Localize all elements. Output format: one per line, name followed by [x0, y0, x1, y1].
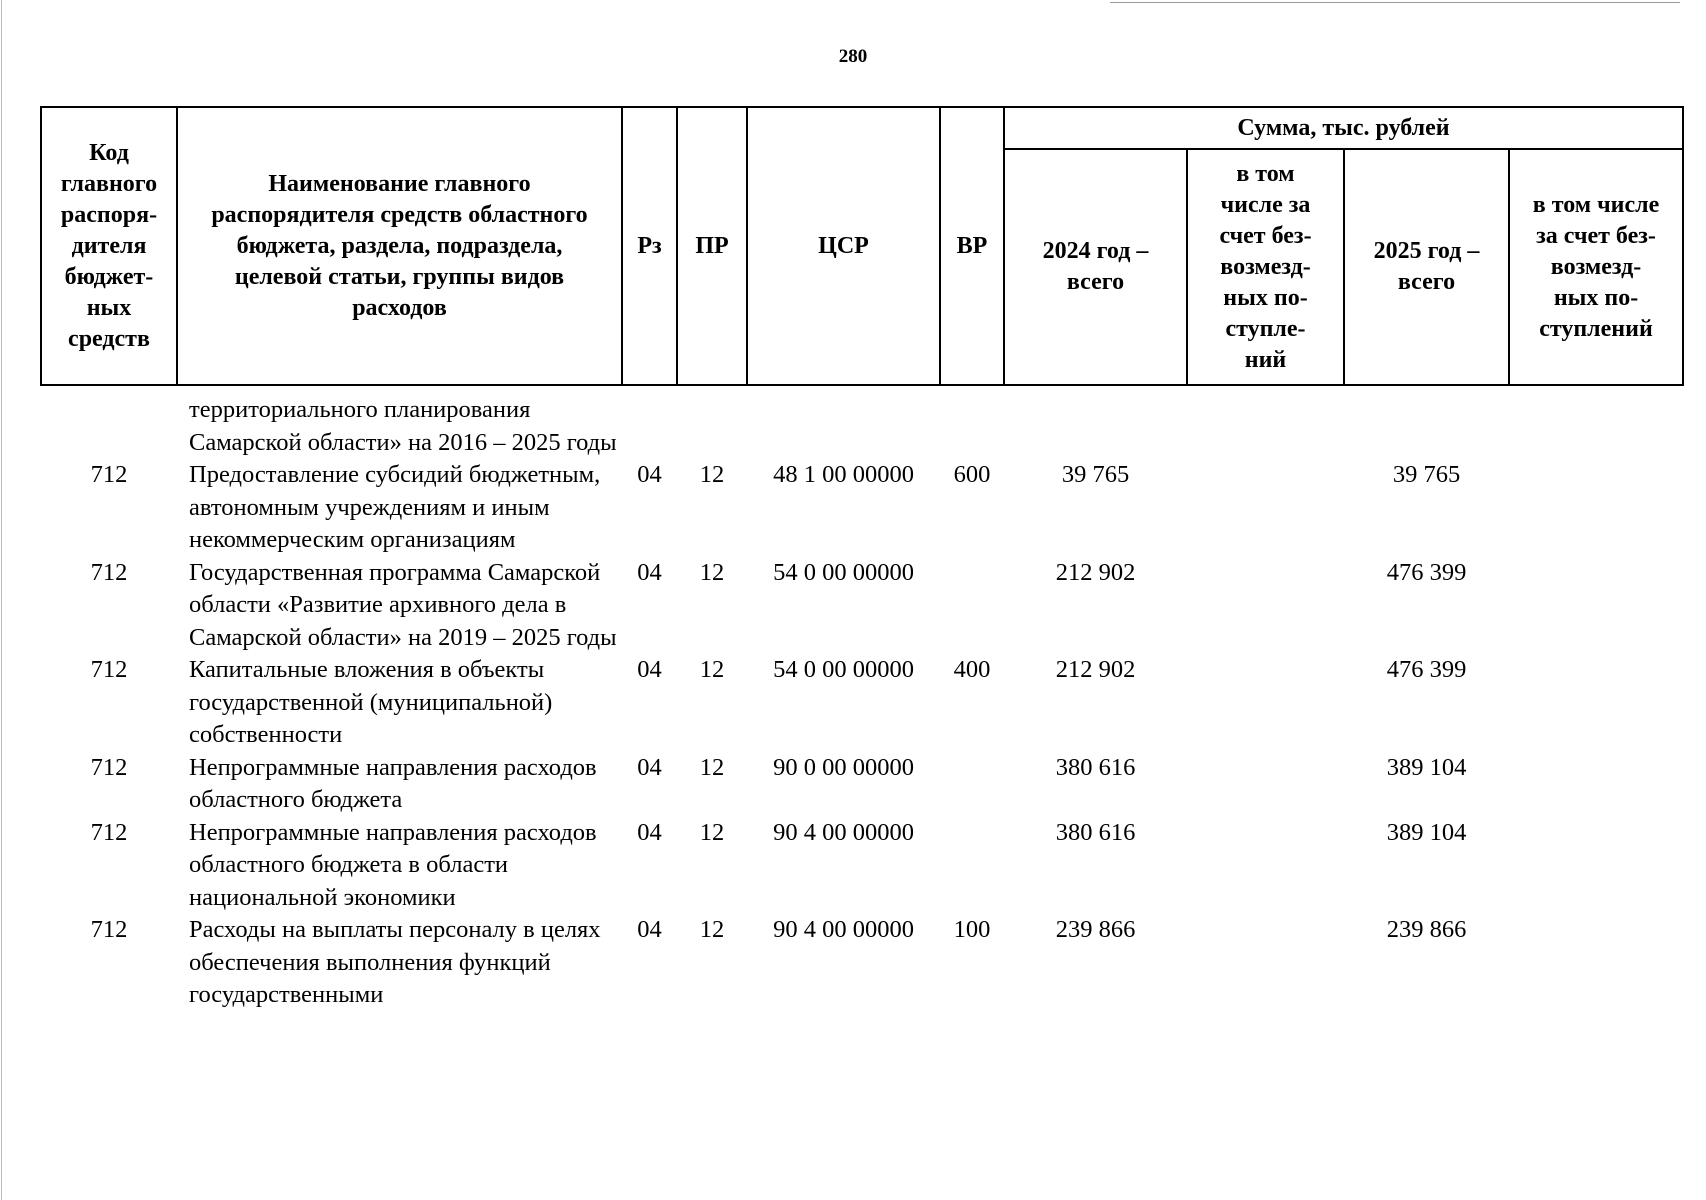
- cell-vr: [940, 557, 1004, 655]
- cell-2025-grants: [1509, 914, 1683, 1012]
- cell-code: 712: [90, 753, 128, 781]
- cell-pr: 12: [699, 753, 725, 781]
- cell-name: Государственная программа Самарской области «Развитие архивного дела в Самарской области» на 2019 – 2025 годы: [189, 558, 617, 651]
- cell-2024-total: 39 765: [1061, 461, 1130, 488]
- cell-rz: 04: [637, 753, 662, 781]
- cell-vr: [940, 752, 1004, 817]
- cell-2025-grants: [1509, 557, 1683, 655]
- cell-2025-total: 389 104: [1386, 818, 1467, 846]
- cell-code: 712: [90, 916, 128, 943]
- cell-vr: [940, 817, 1004, 915]
- cell-code: [41, 385, 177, 459]
- table-row: [41, 459, 1683, 557]
- cell-pr: 12: [699, 818, 725, 846]
- table-row: [41, 914, 1683, 1012]
- cell-vr: [940, 385, 1004, 459]
- cell-2025-total: 389 104: [1386, 753, 1467, 781]
- header-rz: Рз: [622, 107, 677, 385]
- cell-vr: 400: [953, 656, 991, 683]
- header-2024-grants: в том числе за счет без-возмезд-ных по-ступле-ний: [1187, 149, 1344, 385]
- cell-2024-total: 380 616: [1055, 753, 1136, 781]
- header-pr: ПР: [677, 107, 747, 385]
- cell-name: Непрограммные направления расходов областного бюджета: [189, 753, 597, 813]
- cell-2025-total: 476 399: [1386, 558, 1467, 586]
- cell-2025-grants: [1509, 385, 1683, 459]
- cell-csr: 54 0 00 00000: [773, 656, 914, 683]
- cell-pr: 12: [699, 916, 725, 943]
- cell-csr: [747, 385, 940, 459]
- header-2024-total: 2024 год – всего: [1004, 149, 1187, 385]
- table-body: [41, 385, 1683, 1012]
- cell-pr: 12: [699, 461, 725, 488]
- cell-name: Расходы на выплаты персоналу в целях обеспечения выполнения функций государственными: [189, 916, 601, 1008]
- cell-2024-grants: [1187, 557, 1344, 655]
- cell-rz: 04: [637, 916, 662, 943]
- cell-pr: 12: [699, 558, 725, 586]
- header-vr: ВР: [940, 107, 1004, 385]
- table-header: [41, 107, 1683, 385]
- header-name: Наименование главного распорядителя средств областного бюджета, раздела, подраздела, целевой статьи, группы видов расходов: [177, 107, 622, 385]
- cell-2025-total: 39 765: [1392, 461, 1461, 488]
- cell-2025-total: [1344, 385, 1509, 459]
- cell-2024-grants: [1187, 385, 1344, 459]
- table-row: [41, 557, 1683, 655]
- cell-2024-grants: [1187, 654, 1344, 752]
- cell-2024-total: 380 616: [1055, 818, 1136, 846]
- table-row: [41, 654, 1683, 752]
- cell-2025-grants: [1509, 817, 1683, 915]
- header-code: Код главного распоря-дителя бюджет-ных средств: [41, 107, 177, 385]
- cell-2025-grants: [1509, 654, 1683, 752]
- cell-vr: 100: [953, 916, 991, 943]
- cell-2024-total: [1004, 385, 1187, 459]
- budget-table: [40, 106, 1684, 1012]
- cell-rz: 04: [637, 461, 662, 488]
- header-sum-group: Сумма, тыс. рублей: [1004, 107, 1683, 149]
- cell-2024-grants: [1187, 459, 1344, 557]
- cell-name: территориального планирования Самарской области» на 2016 – 2025 годы: [189, 396, 617, 456]
- cell-csr: 54 0 00 00000: [773, 558, 914, 586]
- cell-2025-total: 476 399: [1386, 656, 1467, 683]
- left-margin-rule: [1, 0, 2, 1200]
- header-2025-grants: в том числе за счет без-возмезд-ных по-ступлений: [1509, 149, 1683, 385]
- cell-2024-grants: [1187, 914, 1344, 1012]
- cell-code: 712: [90, 558, 128, 586]
- cell-2025-grants: [1509, 752, 1683, 817]
- header-2025-total: 2025 год – всего: [1344, 149, 1509, 385]
- cell-2025-total: 239 866: [1386, 916, 1467, 943]
- cell-2024-grants: [1187, 817, 1344, 915]
- cell-csr: 90 4 00 00000: [773, 916, 914, 943]
- cell-name: Непрограммные направления расходов областного бюджета в области национальной экономики: [189, 818, 597, 911]
- cell-rz: 04: [637, 558, 662, 586]
- cell-csr: 90 0 00 00000: [773, 753, 914, 781]
- page-number: 280: [838, 46, 868, 67]
- cell-code: 712: [90, 818, 128, 846]
- cell-rz: 04: [637, 818, 662, 846]
- cell-2024-total: 212 902: [1055, 558, 1136, 586]
- cell-code: 712: [90, 461, 128, 488]
- cell-2024-grants: [1187, 752, 1344, 817]
- cell-2024-total: 212 902: [1055, 656, 1136, 683]
- table-row: [41, 385, 1683, 459]
- cell-name: Предоставление субсидий бюджетным, автономным учреждениям и иным некоммерческим организациям: [189, 461, 601, 553]
- cell-2025-grants: [1509, 459, 1683, 557]
- cell-vr: 600: [953, 461, 991, 488]
- table-row: [41, 752, 1683, 817]
- cell-code: 712: [90, 656, 128, 683]
- cell-pr: 12: [699, 656, 725, 683]
- cell-rz: 04: [637, 656, 662, 683]
- cell-csr: 90 4 00 00000: [773, 818, 914, 846]
- table-row: [41, 817, 1683, 915]
- cell-rz: [622, 385, 677, 459]
- cell-pr: [677, 385, 747, 459]
- top-rule: [1110, 2, 1680, 3]
- cell-2024-total: 239 866: [1055, 916, 1136, 943]
- header-csr: ЦСР: [747, 107, 940, 385]
- cell-csr: 48 1 00 00000: [773, 461, 914, 488]
- cell-name: Капитальные вложения в объекты государственной (муниципальной) собственности: [189, 656, 553, 748]
